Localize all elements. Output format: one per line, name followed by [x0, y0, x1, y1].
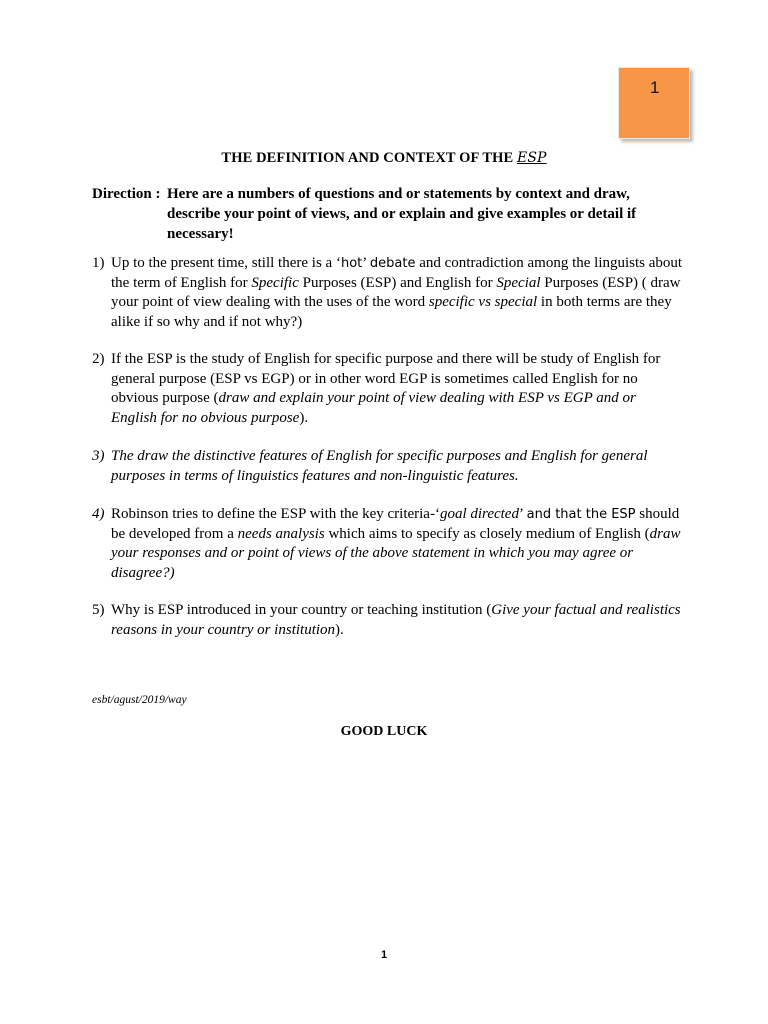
question-number: 1) [92, 255, 105, 271]
question-number: 4) [92, 506, 105, 522]
footer-page-number: 1 [380, 949, 388, 961]
author-signature: esbt/agust/2019/way [92, 694, 187, 706]
question-2 [92, 350, 684, 428]
question-body: Why is ESP introduced in your country or teaching institution (Give your factual and realistics reasons in your country or institution). [111, 602, 681, 638]
question-5 [92, 601, 684, 640]
direction-block [92, 184, 682, 244]
question-body: Up to the present time, still there is a ‘hot’ debate and contradiction among the linguists about the term of English for Specific Purposes (ESP) and English for Special Purposes (ESP) ( draw your point of view dealing with the uses of the word specific vs special in both terms are they alike if so why and if not why?) [111, 255, 683, 330]
direction-label: Direction : [92, 186, 161, 202]
question-body: If the ESP is the study of English for specific purpose and there will be study of English for general purpose (ESP vs EGP) or in other word EGP is sometimes called English for no obvious purpose (draw and explain your point of view dealing with ESP vs EGP and or English for no obvious purpose). [111, 351, 661, 426]
title-esp-word: ESP [517, 150, 547, 166]
page-number-badge-text: 1 [650, 78, 660, 97]
closing-text: GOOD LUCK [340, 724, 428, 739]
document-title [0, 150, 768, 167]
direction-text: Here are a numbers of questions and or statements by context and draw, describe your point of views, and or explain and give examples or detail if necessary! [167, 186, 637, 242]
question-number: 5) [92, 602, 105, 618]
question-body: The draw the distinctive features of English for specific purposes and English for general purposes in terms of linguistics features and non-linguistic features. [111, 448, 648, 484]
page-number-badge [618, 67, 690, 139]
question-1 [92, 254, 684, 332]
question-number: 2) [92, 351, 105, 367]
question-4 [92, 505, 684, 583]
title-main: THE DEFINITION AND CONTEXT OF THE [221, 150, 518, 166]
question-3 [92, 447, 684, 486]
question-number: 3) [92, 448, 105, 464]
question-body: Robinson tries to define the ESP with the key criteria-‘goal directed’ and that the ESP should be developed from a needs analysis which aims to specify as closely medium of English (draw your responses and or point of views of the above statement in which you may agree or disagree?) [111, 506, 681, 581]
